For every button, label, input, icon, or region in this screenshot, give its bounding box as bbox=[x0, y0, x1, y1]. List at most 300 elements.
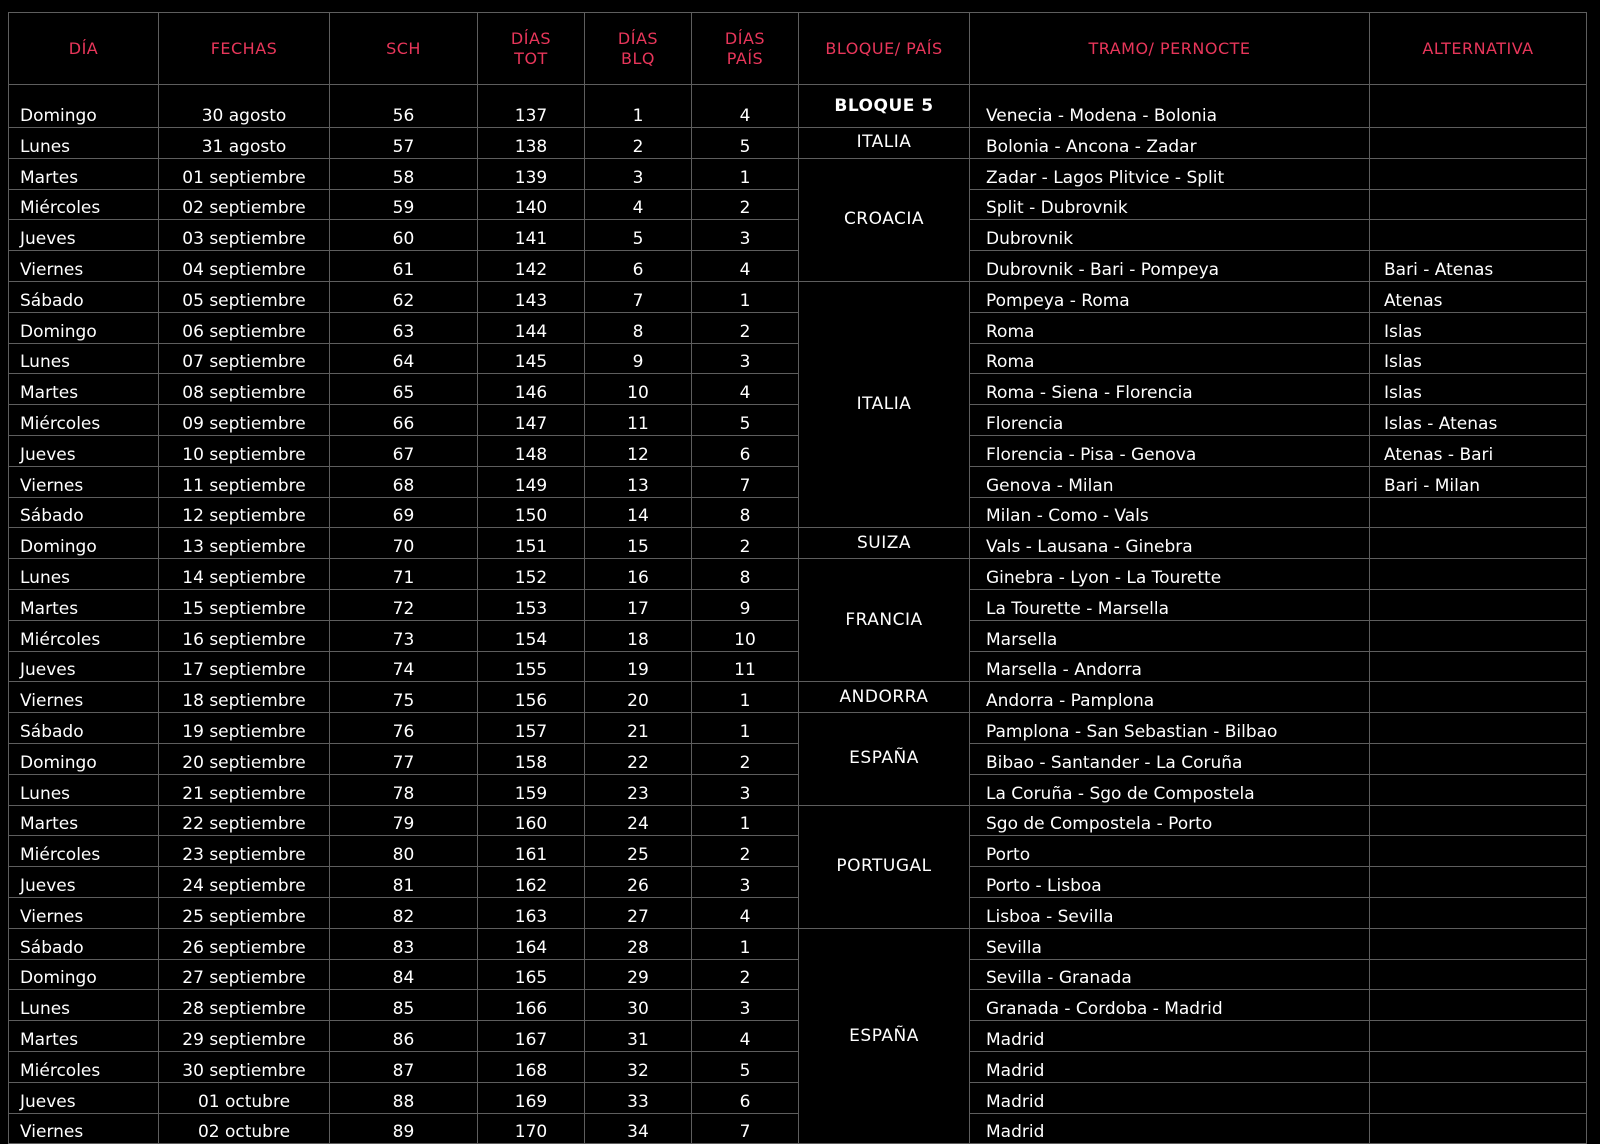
alternative-cell bbox=[1370, 959, 1587, 990]
dias-tot-cell: 159 bbox=[478, 774, 585, 805]
day-cell: Viernes bbox=[9, 1113, 159, 1144]
day-cell: Domingo bbox=[9, 85, 159, 128]
dias-tot-cell: 144 bbox=[478, 312, 585, 343]
dias-tot-cell: 143 bbox=[478, 281, 585, 312]
dias-tot-cell: 138 bbox=[478, 128, 585, 159]
dias-blq-cell: 26 bbox=[585, 867, 692, 898]
table-row bbox=[9, 928, 1587, 959]
alternative-cell bbox=[1370, 743, 1587, 774]
route-cell: Pamplona - San Sebastian - Bilbao bbox=[970, 713, 1370, 744]
day-cell: Lunes bbox=[9, 128, 159, 159]
route-cell: Andorra - Pamplona bbox=[970, 682, 1370, 713]
sch-cell: 63 bbox=[330, 312, 478, 343]
table-row bbox=[9, 374, 1587, 405]
table-row bbox=[9, 559, 1587, 590]
dias-tot-cell: 163 bbox=[478, 897, 585, 928]
dias-tot-cell: 142 bbox=[478, 251, 585, 282]
dias-pais-cell: 8 bbox=[692, 559, 799, 590]
day-cell: Martes bbox=[9, 158, 159, 189]
dias-pais-cell: 4 bbox=[692, 251, 799, 282]
alternative-cell: Islas - Atenas bbox=[1370, 405, 1587, 436]
date-cell: 05 septiembre bbox=[159, 281, 330, 312]
route-cell: Dubrovnik - Bari - Pompeya bbox=[970, 251, 1370, 282]
dias-pais-cell: 3 bbox=[692, 867, 799, 898]
sch-cell: 79 bbox=[330, 805, 478, 836]
alternative-cell: Islas bbox=[1370, 343, 1587, 374]
dias-tot-cell: 168 bbox=[478, 1051, 585, 1082]
day-cell: Miércoles bbox=[9, 189, 159, 220]
sch-cell: 75 bbox=[330, 682, 478, 713]
dias-blq-cell: 23 bbox=[585, 774, 692, 805]
table-row bbox=[9, 651, 1587, 682]
sch-cell: 83 bbox=[330, 928, 478, 959]
table-row bbox=[9, 1021, 1587, 1052]
table-row bbox=[9, 805, 1587, 836]
header-dias-pais-line2: PAÍS bbox=[726, 48, 764, 68]
block-country-cell: PORTUGAL bbox=[799, 805, 970, 928]
dias-blq-cell: 14 bbox=[585, 497, 692, 528]
sch-cell: 81 bbox=[330, 867, 478, 898]
dias-blq-cell: 24 bbox=[585, 805, 692, 836]
dias-tot-cell: 165 bbox=[478, 959, 585, 990]
alternative-cell bbox=[1370, 85, 1587, 128]
alternative-cell bbox=[1370, 990, 1587, 1021]
dias-tot-cell: 156 bbox=[478, 682, 585, 713]
dias-blq-cell: 27 bbox=[585, 897, 692, 928]
date-cell: 19 septiembre bbox=[159, 713, 330, 744]
dias-tot-cell: 140 bbox=[478, 189, 585, 220]
day-cell: Jueves bbox=[9, 220, 159, 251]
table-row bbox=[9, 620, 1587, 651]
table-row bbox=[9, 836, 1587, 867]
sch-cell: 59 bbox=[330, 189, 478, 220]
dias-pais-cell: 6 bbox=[692, 1082, 799, 1113]
alternative-cell bbox=[1370, 836, 1587, 867]
header-row bbox=[9, 13, 1587, 85]
sch-cell: 69 bbox=[330, 497, 478, 528]
alternative-cell bbox=[1370, 1113, 1587, 1144]
day-cell: Miércoles bbox=[9, 620, 159, 651]
alternative-cell bbox=[1370, 589, 1587, 620]
route-cell: Split - Dubrovnik bbox=[970, 189, 1370, 220]
table-row bbox=[9, 85, 1587, 128]
dias-pais-cell: 4 bbox=[692, 1021, 799, 1052]
dias-pais-cell: 4 bbox=[692, 85, 799, 128]
day-cell: Lunes bbox=[9, 559, 159, 590]
dias-pais-cell: 1 bbox=[692, 682, 799, 713]
dias-tot-cell: 164 bbox=[478, 928, 585, 959]
dias-blq-cell: 4 bbox=[585, 189, 692, 220]
header-sch: SCH bbox=[330, 13, 478, 85]
table-row bbox=[9, 435, 1587, 466]
route-cell: Genova - Milan bbox=[970, 466, 1370, 497]
block-country-cell: ANDORRA bbox=[799, 682, 970, 713]
dias-blq-cell: 25 bbox=[585, 836, 692, 867]
route-cell: Porto bbox=[970, 836, 1370, 867]
date-cell: 08 septiembre bbox=[159, 374, 330, 405]
day-cell: Viernes bbox=[9, 251, 159, 282]
date-cell: 27 septiembre bbox=[159, 959, 330, 990]
dias-pais-cell: 4 bbox=[692, 897, 799, 928]
table-row bbox=[9, 897, 1587, 928]
dias-pais-cell: 3 bbox=[692, 774, 799, 805]
header-dias-pais bbox=[692, 13, 799, 85]
table-row bbox=[9, 1113, 1587, 1144]
header-dias-tot-line2: TOT bbox=[514, 48, 548, 68]
dias-blq-cell: 11 bbox=[585, 405, 692, 436]
sch-cell: 88 bbox=[330, 1082, 478, 1113]
day-cell: Jueves bbox=[9, 651, 159, 682]
route-cell: La Coruña - Sgo de Compostela bbox=[970, 774, 1370, 805]
date-cell: 10 septiembre bbox=[159, 435, 330, 466]
block-country-cell: FRANCIA bbox=[799, 559, 970, 682]
date-cell: 13 septiembre bbox=[159, 528, 330, 559]
route-cell: Pompeya - Roma bbox=[970, 281, 1370, 312]
route-cell: Bolonia - Ancona - Zadar bbox=[970, 128, 1370, 159]
dias-blq-cell: 30 bbox=[585, 990, 692, 1021]
sch-cell: 82 bbox=[330, 897, 478, 928]
date-cell: 20 septiembre bbox=[159, 743, 330, 774]
dias-pais-cell: 3 bbox=[692, 990, 799, 1021]
dias-tot-cell: 166 bbox=[478, 990, 585, 1021]
dias-blq-cell: 32 bbox=[585, 1051, 692, 1082]
day-cell: Miércoles bbox=[9, 405, 159, 436]
day-cell: Domingo bbox=[9, 528, 159, 559]
dias-tot-cell: 147 bbox=[478, 405, 585, 436]
table-row bbox=[9, 251, 1587, 282]
header-dias-tot-line1: DÍAS bbox=[510, 28, 552, 48]
header-dias-blq-line1: DÍAS bbox=[617, 28, 659, 48]
route-cell: Zadar - Lagos Plitvice - Split bbox=[970, 158, 1370, 189]
dias-tot-cell: 169 bbox=[478, 1082, 585, 1113]
date-cell: 30 agosto bbox=[159, 85, 330, 128]
dias-pais-cell: 2 bbox=[692, 743, 799, 774]
dias-blq-cell: 31 bbox=[585, 1021, 692, 1052]
dias-tot-cell: 157 bbox=[478, 713, 585, 744]
block-country-cell: ESPAÑA bbox=[799, 928, 970, 1144]
header-dias-pais-line1: DÍAS bbox=[724, 28, 766, 48]
dias-pais-cell: 11 bbox=[692, 651, 799, 682]
alternative-cell bbox=[1370, 774, 1587, 805]
itinerary-body bbox=[9, 85, 1587, 1144]
table-row bbox=[9, 1082, 1587, 1113]
block-country-cell: ESPAÑA bbox=[799, 713, 970, 805]
dias-pais-cell: 2 bbox=[692, 836, 799, 867]
route-cell: Marsella - Andorra bbox=[970, 651, 1370, 682]
date-cell: 15 septiembre bbox=[159, 589, 330, 620]
alternative-cell bbox=[1370, 220, 1587, 251]
dias-blq-cell: 29 bbox=[585, 959, 692, 990]
dias-tot-cell: 146 bbox=[478, 374, 585, 405]
date-cell: 06 septiembre bbox=[159, 312, 330, 343]
alternative-cell bbox=[1370, 158, 1587, 189]
alternative-cell: Atenas bbox=[1370, 281, 1587, 312]
route-cell: Madrid bbox=[970, 1021, 1370, 1052]
dias-blq-cell: 12 bbox=[585, 435, 692, 466]
day-cell: Domingo bbox=[9, 959, 159, 990]
date-cell: 04 septiembre bbox=[159, 251, 330, 282]
header-alternativa: ALTERNATIVA bbox=[1370, 13, 1587, 85]
route-cell: Madrid bbox=[970, 1051, 1370, 1082]
route-cell: Porto - Lisboa bbox=[970, 867, 1370, 898]
table-row bbox=[9, 466, 1587, 497]
dias-tot-cell: 149 bbox=[478, 466, 585, 497]
dias-pais-cell: 2 bbox=[692, 528, 799, 559]
sch-cell: 76 bbox=[330, 713, 478, 744]
table-row bbox=[9, 589, 1587, 620]
dias-pais-cell: 5 bbox=[692, 128, 799, 159]
block-country-cell: CROACIA bbox=[799, 158, 970, 281]
block-country-cell: ITALIA bbox=[799, 128, 970, 159]
dias-pais-cell: 5 bbox=[692, 405, 799, 436]
day-cell: Sábado bbox=[9, 281, 159, 312]
dias-tot-cell: 139 bbox=[478, 158, 585, 189]
dias-blq-cell: 20 bbox=[585, 682, 692, 713]
dias-pais-cell: 2 bbox=[692, 312, 799, 343]
dias-tot-cell: 153 bbox=[478, 589, 585, 620]
date-cell: 07 septiembre bbox=[159, 343, 330, 374]
dias-blq-cell: 33 bbox=[585, 1082, 692, 1113]
sch-cell: 72 bbox=[330, 589, 478, 620]
alternative-cell: Islas bbox=[1370, 312, 1587, 343]
alternative-cell bbox=[1370, 805, 1587, 836]
dias-pais-cell: 2 bbox=[692, 189, 799, 220]
dias-blq-cell: 15 bbox=[585, 528, 692, 559]
alternative-cell bbox=[1370, 1051, 1587, 1082]
dias-blq-cell: 18 bbox=[585, 620, 692, 651]
route-cell: Lisboa - Sevilla bbox=[970, 897, 1370, 928]
dias-tot-cell: 145 bbox=[478, 343, 585, 374]
sch-cell: 66 bbox=[330, 405, 478, 436]
day-cell: Jueves bbox=[9, 867, 159, 898]
day-cell: Lunes bbox=[9, 343, 159, 374]
dias-pais-cell: 1 bbox=[692, 281, 799, 312]
alternative-cell: Bari - Milan bbox=[1370, 466, 1587, 497]
dias-pais-cell: 8 bbox=[692, 497, 799, 528]
table-row bbox=[9, 1051, 1587, 1082]
dias-tot-cell: 170 bbox=[478, 1113, 585, 1144]
sch-cell: 74 bbox=[330, 651, 478, 682]
table-row bbox=[9, 128, 1587, 159]
date-cell: 12 septiembre bbox=[159, 497, 330, 528]
sch-cell: 56 bbox=[330, 85, 478, 128]
day-cell: Domingo bbox=[9, 312, 159, 343]
table-row bbox=[9, 990, 1587, 1021]
day-cell: Martes bbox=[9, 374, 159, 405]
route-cell: Vals - Lausana - Ginebra bbox=[970, 528, 1370, 559]
route-cell: Marsella bbox=[970, 620, 1370, 651]
alternative-cell bbox=[1370, 651, 1587, 682]
day-cell: Sábado bbox=[9, 497, 159, 528]
sch-cell: 64 bbox=[330, 343, 478, 374]
dias-pais-cell: 3 bbox=[692, 220, 799, 251]
day-cell: Miércoles bbox=[9, 836, 159, 867]
date-cell: 14 septiembre bbox=[159, 559, 330, 590]
alternative-cell bbox=[1370, 528, 1587, 559]
header-tramo: TRAMO/ PERNOCTE bbox=[970, 13, 1370, 85]
route-cell: Venecia - Modena - Bolonia bbox=[970, 85, 1370, 128]
dias-blq-cell: 6 bbox=[585, 251, 692, 282]
date-cell: 22 septiembre bbox=[159, 805, 330, 836]
day-cell: Martes bbox=[9, 805, 159, 836]
table-row bbox=[9, 189, 1587, 220]
day-cell: Sábado bbox=[9, 928, 159, 959]
sch-cell: 80 bbox=[330, 836, 478, 867]
date-cell: 17 septiembre bbox=[159, 651, 330, 682]
day-cell: Sábado bbox=[9, 713, 159, 744]
table-row bbox=[9, 774, 1587, 805]
table-row bbox=[9, 158, 1587, 189]
table-row bbox=[9, 713, 1587, 744]
dias-pais-cell: 1 bbox=[692, 713, 799, 744]
route-cell: Madrid bbox=[970, 1113, 1370, 1144]
date-cell: 18 septiembre bbox=[159, 682, 330, 713]
table-row bbox=[9, 281, 1587, 312]
dias-tot-cell: 167 bbox=[478, 1021, 585, 1052]
itinerary-table bbox=[8, 12, 1587, 1144]
date-cell: 28 septiembre bbox=[159, 990, 330, 1021]
block-country-cell: ITALIA bbox=[799, 281, 970, 527]
dias-pais-cell: 5 bbox=[692, 1051, 799, 1082]
dias-tot-cell: 148 bbox=[478, 435, 585, 466]
dias-blq-cell: 19 bbox=[585, 651, 692, 682]
day-cell: Jueves bbox=[9, 1082, 159, 1113]
date-cell: 25 septiembre bbox=[159, 897, 330, 928]
table-row bbox=[9, 220, 1587, 251]
alternative-cell: Bari - Atenas bbox=[1370, 251, 1587, 282]
date-cell: 02 octubre bbox=[159, 1113, 330, 1144]
table-row bbox=[9, 743, 1587, 774]
header-dias-blq bbox=[585, 13, 692, 85]
table-row bbox=[9, 528, 1587, 559]
dias-blq-cell: 22 bbox=[585, 743, 692, 774]
alternative-cell bbox=[1370, 713, 1587, 744]
dias-blq-cell: 28 bbox=[585, 928, 692, 959]
sch-cell: 89 bbox=[330, 1113, 478, 1144]
dias-tot-cell: 151 bbox=[478, 528, 585, 559]
day-cell: Martes bbox=[9, 589, 159, 620]
route-cell: Dubrovnik bbox=[970, 220, 1370, 251]
sch-cell: 57 bbox=[330, 128, 478, 159]
alternative-cell bbox=[1370, 497, 1587, 528]
date-cell: 23 septiembre bbox=[159, 836, 330, 867]
dias-pais-cell: 1 bbox=[692, 158, 799, 189]
dias-tot-cell: 154 bbox=[478, 620, 585, 651]
route-cell: Roma bbox=[970, 312, 1370, 343]
date-cell: 01 septiembre bbox=[159, 158, 330, 189]
dias-pais-cell: 6 bbox=[692, 435, 799, 466]
alternative-cell bbox=[1370, 1021, 1587, 1052]
dias-blq-cell: 34 bbox=[585, 1113, 692, 1144]
alternative-cell bbox=[1370, 682, 1587, 713]
table-row bbox=[9, 867, 1587, 898]
dias-blq-cell: 13 bbox=[585, 466, 692, 497]
sch-cell: 58 bbox=[330, 158, 478, 189]
table-row bbox=[9, 682, 1587, 713]
sch-cell: 61 bbox=[330, 251, 478, 282]
dias-pais-cell: 9 bbox=[692, 589, 799, 620]
route-cell: La Tourette - Marsella bbox=[970, 589, 1370, 620]
table-row bbox=[9, 959, 1587, 990]
dias-pais-cell: 10 bbox=[692, 620, 799, 651]
alternative-cell bbox=[1370, 189, 1587, 220]
route-cell: Sgo de Compostela - Porto bbox=[970, 805, 1370, 836]
date-cell: 24 septiembre bbox=[159, 867, 330, 898]
day-cell: Martes bbox=[9, 1021, 159, 1052]
header-dia: DÍA bbox=[9, 13, 159, 85]
sch-cell: 65 bbox=[330, 374, 478, 405]
sch-cell: 87 bbox=[330, 1051, 478, 1082]
header-fechas: FECHAS bbox=[159, 13, 330, 85]
dias-blq-cell: 8 bbox=[585, 312, 692, 343]
sch-cell: 67 bbox=[330, 435, 478, 466]
route-cell: Sevilla - Granada bbox=[970, 959, 1370, 990]
header-bloque-pais: BLOQUE/ PAÍS bbox=[799, 13, 970, 85]
route-cell: Roma bbox=[970, 343, 1370, 374]
dias-tot-cell: 158 bbox=[478, 743, 585, 774]
dias-blq-cell: 2 bbox=[585, 128, 692, 159]
dias-tot-cell: 162 bbox=[478, 867, 585, 898]
sch-cell: 78 bbox=[330, 774, 478, 805]
route-cell: Madrid bbox=[970, 1082, 1370, 1113]
sch-cell: 60 bbox=[330, 220, 478, 251]
dias-tot-cell: 141 bbox=[478, 220, 585, 251]
dias-pais-cell: 4 bbox=[692, 374, 799, 405]
date-cell: 01 octubre bbox=[159, 1082, 330, 1113]
alternative-cell bbox=[1370, 928, 1587, 959]
sch-cell: 68 bbox=[330, 466, 478, 497]
dias-pais-cell: 7 bbox=[692, 1113, 799, 1144]
block-country-cell: SUIZA bbox=[799, 528, 970, 559]
dias-blq-cell: 21 bbox=[585, 713, 692, 744]
route-cell: Florencia - Pisa - Genova bbox=[970, 435, 1370, 466]
day-cell: Lunes bbox=[9, 990, 159, 1021]
alternative-cell bbox=[1370, 897, 1587, 928]
alternative-cell bbox=[1370, 128, 1587, 159]
alternative-cell bbox=[1370, 867, 1587, 898]
day-cell: Viernes bbox=[9, 466, 159, 497]
dias-blq-cell: 10 bbox=[585, 374, 692, 405]
header-dias-blq-line2: BLQ bbox=[621, 48, 655, 68]
dias-blq-cell: 3 bbox=[585, 158, 692, 189]
sch-cell: 71 bbox=[330, 559, 478, 590]
sch-cell: 86 bbox=[330, 1021, 478, 1052]
dias-pais-cell: 2 bbox=[692, 959, 799, 990]
date-cell: 30 septiembre bbox=[159, 1051, 330, 1082]
alternative-cell bbox=[1370, 559, 1587, 590]
table-row bbox=[9, 405, 1587, 436]
sch-cell: 85 bbox=[330, 990, 478, 1021]
sch-cell: 73 bbox=[330, 620, 478, 651]
day-cell: Viernes bbox=[9, 897, 159, 928]
route-cell: Ginebra - Lyon - La Tourette bbox=[970, 559, 1370, 590]
dias-tot-cell: 137 bbox=[478, 85, 585, 128]
table-row bbox=[9, 497, 1587, 528]
dias-tot-cell: 160 bbox=[478, 805, 585, 836]
sch-cell: 77 bbox=[330, 743, 478, 774]
route-cell: Milan - Como - Vals bbox=[970, 497, 1370, 528]
dias-blq-cell: 16 bbox=[585, 559, 692, 590]
day-cell: Domingo bbox=[9, 743, 159, 774]
date-cell: 03 septiembre bbox=[159, 220, 330, 251]
sch-cell: 84 bbox=[330, 959, 478, 990]
date-cell: 21 septiembre bbox=[159, 774, 330, 805]
dias-pais-cell: 7 bbox=[692, 466, 799, 497]
dias-blq-cell: 1 bbox=[585, 85, 692, 128]
route-cell: Granada - Cordoba - Madrid bbox=[970, 990, 1370, 1021]
dias-tot-cell: 152 bbox=[478, 559, 585, 590]
alternative-cell: Islas bbox=[1370, 374, 1587, 405]
